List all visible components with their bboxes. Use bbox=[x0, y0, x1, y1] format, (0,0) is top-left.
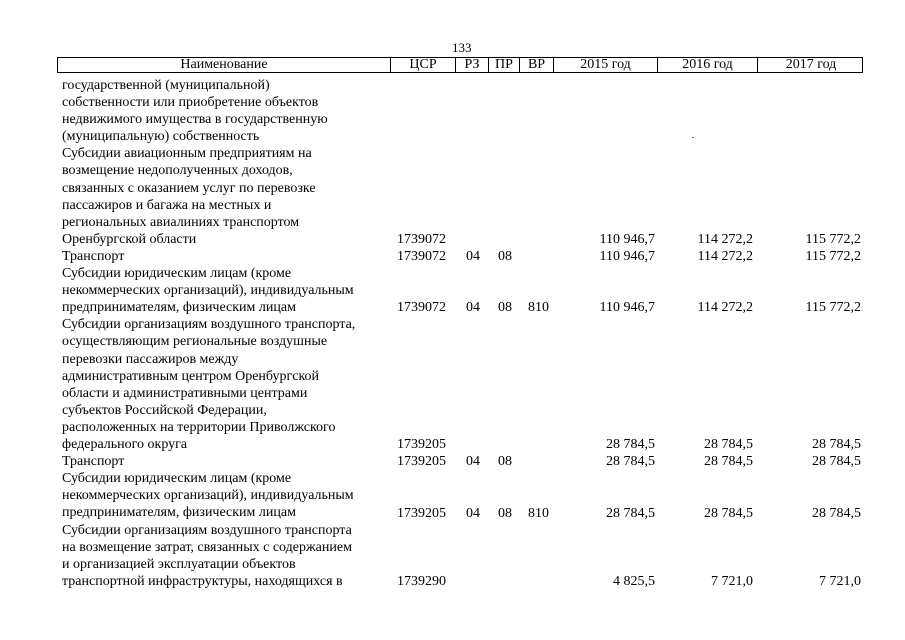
cell-2016: 114 272,2 bbox=[697, 249, 753, 264]
header-2016: 2016 год bbox=[657, 58, 757, 72]
table-row bbox=[62, 316, 355, 453]
header-2017: 2017 год bbox=[757, 58, 864, 72]
cell-2015: 28 784,5 bbox=[606, 454, 655, 470]
row-name-line: возмещение недополученных доходов, bbox=[62, 163, 293, 179]
row-name-line: транспортной инфраструктуры, находящихся в bbox=[62, 573, 343, 589]
cell-vr: 810 bbox=[528, 300, 549, 316]
row-name-line: некоммерческих организаций), индивидуальным bbox=[62, 283, 354, 299]
cell-csr: 1739072 bbox=[397, 300, 446, 316]
cell-2017: 7 721,0 bbox=[819, 573, 861, 589]
cell-2015: 28 784,5 bbox=[606, 437, 655, 453]
cell-csr: 1739290 bbox=[397, 573, 446, 589]
table-row bbox=[62, 470, 354, 521]
row-name-line: осуществляющим региональные воздушные bbox=[62, 334, 328, 350]
cell-2017: 115 772,2 bbox=[805, 300, 861, 316]
row-name-line: Субсидии юридическим лицам (кроме bbox=[62, 471, 292, 487]
cell-2015: 110 946,7 bbox=[599, 249, 655, 264]
row-name-line: предпринимателям, физическим лицам bbox=[62, 300, 296, 316]
cell-rz: 04 bbox=[466, 300, 480, 316]
cell-pr: 08 bbox=[498, 300, 512, 316]
cell-pr: 08 bbox=[498, 454, 512, 470]
cell-2015: 110 946,7 bbox=[599, 231, 655, 247]
cell-csr: 1739205 bbox=[397, 505, 446, 521]
row-name-line: субъектов Российской Федерации, bbox=[62, 402, 267, 418]
cell-pr: 08 bbox=[498, 505, 512, 521]
header-rz: РЗ bbox=[455, 58, 488, 72]
row-name-line: на возмещение затрат, связанных с содержанием bbox=[62, 539, 352, 555]
page-number: 133 bbox=[452, 40, 472, 55]
cell-2016: 28 784,5 bbox=[704, 454, 753, 470]
row-name-line: расположенных на территории Приволжского bbox=[62, 419, 336, 435]
cell-2017: 28 784,5 bbox=[812, 437, 861, 453]
cell-csr: 1739072 bbox=[397, 249, 446, 264]
cell-csr: 1739205 bbox=[397, 454, 446, 470]
row-name-line: федерального округа bbox=[62, 437, 188, 453]
row-name-line: административным центром Оренбургской bbox=[62, 368, 320, 384]
row-name-line: и организацией эксплуатации объектов bbox=[62, 556, 296, 572]
row-name-line: Транспорт bbox=[62, 454, 125, 470]
header-csr: ЦСР bbox=[390, 58, 455, 72]
cell-2016: 114 272,2 bbox=[697, 231, 753, 247]
table-row bbox=[62, 145, 316, 248]
table-row bbox=[62, 248, 124, 265]
row-name-line: собственности или приобретение объектов bbox=[62, 95, 319, 111]
header-name: Наименование bbox=[180, 57, 268, 72]
cell-csr: 1739072 bbox=[397, 231, 446, 247]
cell-rz: 04 bbox=[466, 505, 480, 521]
table-row bbox=[62, 522, 352, 590]
cell-pr: 08 bbox=[498, 249, 512, 264]
row-name-line: недвижимого имущества в государственную bbox=[62, 112, 328, 128]
row-name-line: региональных авиалиниях транспортом bbox=[62, 214, 300, 230]
header-2015: 2015 год bbox=[553, 58, 657, 72]
cell-csr: 1739205 bbox=[397, 437, 446, 453]
cell-2016: 114 272,2 bbox=[697, 300, 753, 316]
scan-speck bbox=[692, 137, 694, 138]
row-name-line: Субсидии организациям воздушного транспорта bbox=[62, 522, 352, 538]
cell-2017: 28 784,5 bbox=[812, 454, 861, 470]
row-name-line: пассажиров и багажа на местных и bbox=[62, 197, 272, 213]
header-pr: ПР bbox=[488, 58, 519, 72]
row-name-line: Субсидии авиационным предприятиям на bbox=[62, 146, 312, 162]
table-row bbox=[62, 453, 124, 470]
row-name-line: связанных с оказанием услуг по перевозке bbox=[62, 180, 316, 196]
table-row bbox=[62, 265, 354, 316]
header-vr: ВР bbox=[519, 58, 553, 72]
cell-2015: 4 825,5 bbox=[613, 573, 655, 589]
row-name-line: некоммерческих организаций), индивидуальным bbox=[62, 488, 354, 504]
cell-2015: 28 784,5 bbox=[606, 505, 655, 521]
cell-2016: 7 721,0 bbox=[711, 573, 753, 589]
cell-2015: 110 946,7 bbox=[599, 300, 655, 316]
cell-vr: 810 bbox=[528, 505, 549, 521]
cell-2016: 28 784,5 bbox=[704, 505, 753, 521]
cell-2017: 115 772,2 bbox=[805, 249, 861, 264]
row-name-line: области и административными центрами bbox=[62, 385, 308, 401]
table-row bbox=[62, 77, 328, 145]
table-header bbox=[57, 57, 863, 73]
row-name-line: Транспорт bbox=[62, 249, 125, 264]
cell-2017: 115 772,2 bbox=[805, 231, 861, 247]
cell-2017: 28 784,5 bbox=[812, 505, 861, 521]
cell-rz: 04 bbox=[466, 249, 480, 264]
cell-rz: 04 bbox=[466, 454, 480, 470]
row-name-line: предпринимателям, физическим лицам bbox=[62, 505, 296, 521]
row-name-line: (муниципальную) собственность bbox=[62, 129, 260, 145]
row-name-line: Оренбургской области bbox=[62, 231, 197, 247]
row-name-line: Субсидии организациям воздушного транспорта, bbox=[62, 317, 356, 333]
row-name-line: государственной (муниципальной) bbox=[62, 78, 270, 93]
cell-2016: 28 784,5 bbox=[704, 437, 753, 453]
row-name-line: перевозки пассажиров между bbox=[62, 351, 239, 367]
row-name-line: Субсидии юридическим лицам (кроме bbox=[62, 266, 292, 282]
